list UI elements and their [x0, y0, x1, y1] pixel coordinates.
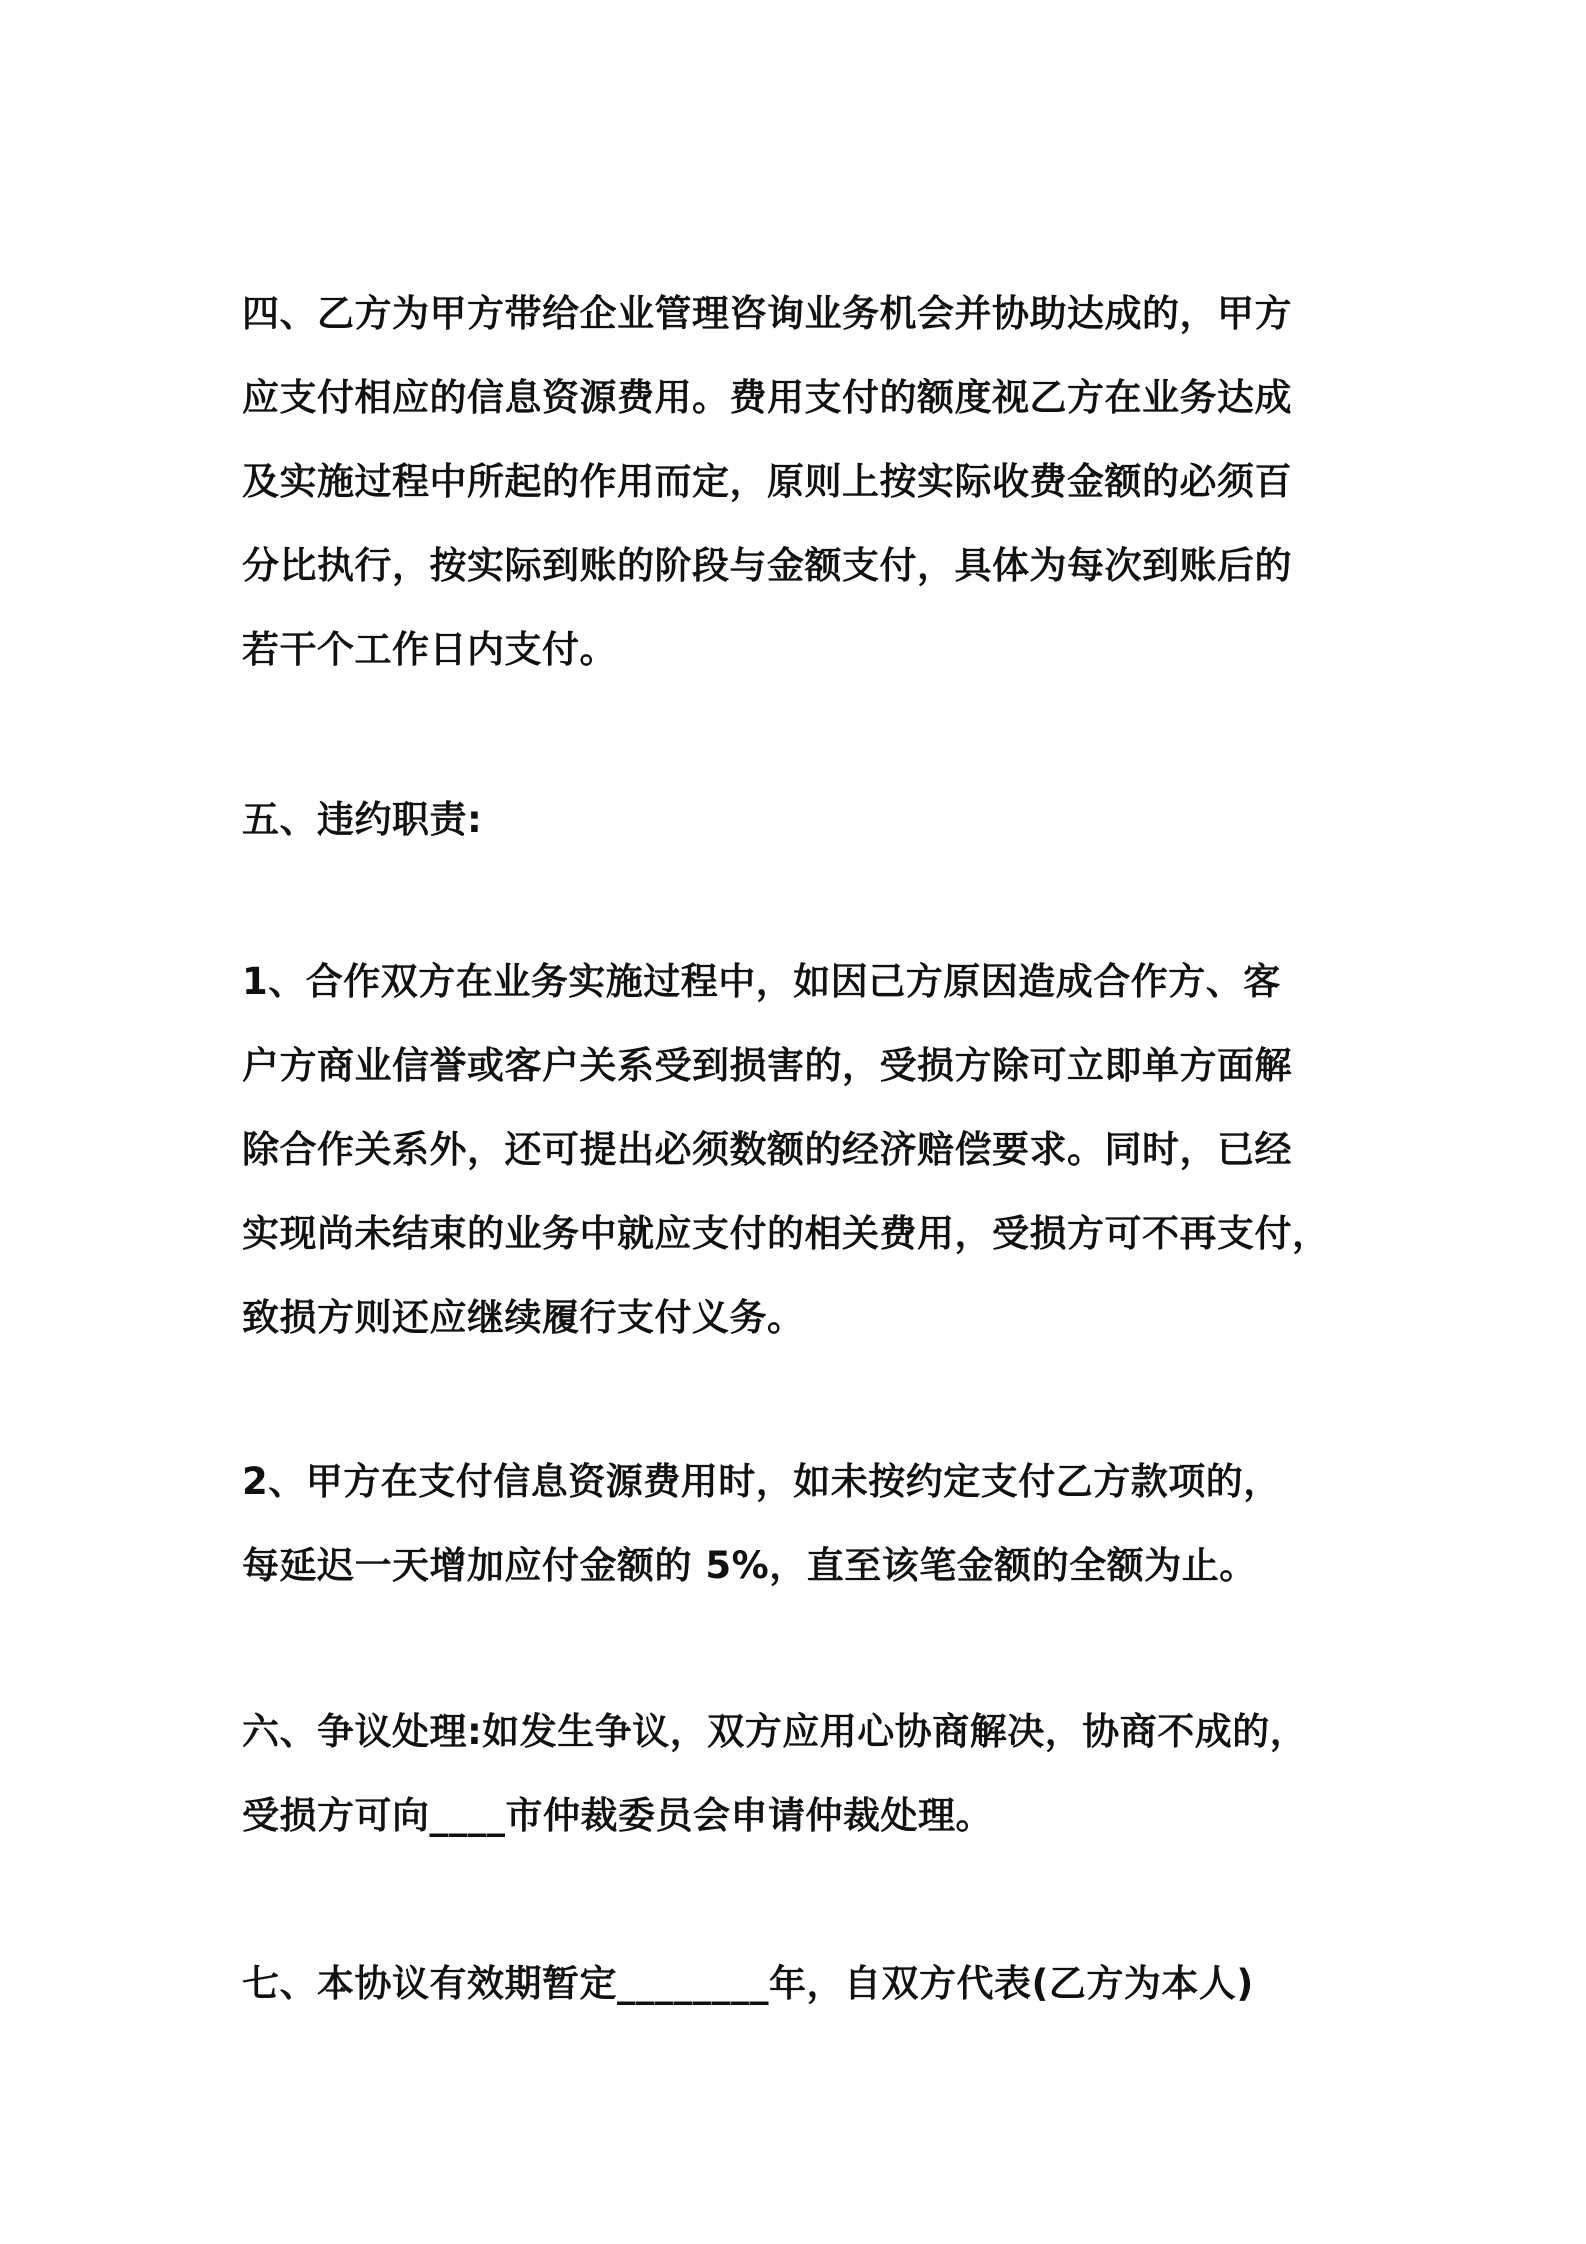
clause-5-1-paragraph [242, 940, 1382, 1360]
text-line: 1、合作双方在业务实施过程中，如因己方原因造成合作方、客 [242, 960, 1281, 1003]
clause-5-heading [242, 778, 1382, 862]
text-line: 应支付相应的信息资源费用。费用支付的额度视乙方在业务达成 [242, 376, 1292, 419]
text-line: 2、甲方在支付信息资源费用时，如未按约定支付乙方款项的， [242, 1460, 1281, 1503]
clause-7-paragraph [242, 1942, 1382, 2026]
text-line: 致损方则还应继续履行支付义务。 [242, 1296, 805, 1339]
text-line: 受损方可向____市仲裁委员会申请仲裁处理。 [242, 1794, 993, 1837]
text-line: 若干个工作日内支付。 [242, 628, 617, 671]
text-line: 六、争议处理:如发生争议，双方应用心协商解决，协商不成的， [242, 1710, 1308, 1753]
clause-6-paragraph [242, 1690, 1382, 1858]
text-line: 每延迟一天增加应付金额的 5%，直至该笔金额的全额为止。 [242, 1544, 1257, 1587]
text-line: 分比执行，按实际到账的阶段与金额支付，具体为每次到账后的 [242, 544, 1292, 587]
text-line: 七、本协议有效期暂定________年，自双方代表(乙方为本人) [242, 1962, 1254, 2005]
text-line: 除合作关系外，还可提出必须数额的经济赔偿要求。同时，已经 [242, 1128, 1292, 1171]
text-line: 及实施过程中所起的作用而定，原则上按实际收费金额的必须百 [242, 460, 1292, 503]
clause-4-paragraph [242, 272, 1382, 692]
text-line: 实现尚未结束的业务中就应支付的相关费用，受损方可不再支付， [242, 1212, 1330, 1255]
text-line: 四、乙方为甲方带给企业管理咨询业务机会并协助达成的，甲方 [242, 292, 1292, 335]
text-line: 五、违约职责: [242, 798, 483, 841]
clause-5-2-paragraph [242, 1440, 1382, 1608]
text-line: 户方商业信誉或客户关系受到损害的，受损方除可立即单方面解 [242, 1044, 1292, 1087]
